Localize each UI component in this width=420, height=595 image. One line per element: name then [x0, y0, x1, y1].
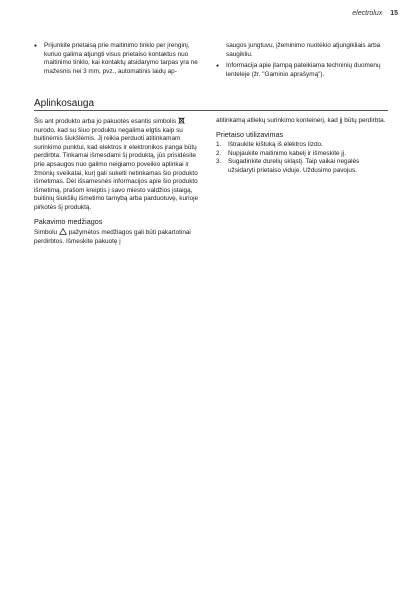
- step-text: Nupjaukite maitinimo kabelį ir išmeskite jį.: [228, 149, 346, 157]
- weee-text-a: Šis ant produkto arba jo pakuotės esantis simbolis: [34, 118, 177, 125]
- disposal-steps: [216, 141, 388, 175]
- continued-text: saugos jungtuvu, įžeminimo nuotėkio atjungikliais arba saugikliu.: [226, 42, 381, 58]
- crossed-bin-icon: [178, 117, 185, 124]
- step-number: 3.: [216, 158, 222, 166]
- packaging-text-a: Simbolu: [34, 229, 58, 237]
- packaging-paragraph: [34, 228, 204, 246]
- page-header: [352, 10, 398, 17]
- step-number: 2.: [216, 149, 222, 157]
- list-item: ● Prijunkite prietaisą prie maitinimo tinklo per įrenginį, kuriuo galima atjungti visus prietaiso kontaktus nuo maitinimo tinklo, kai kontaktų atsidarymo tarpas yra ne mažesnis nei 3 mm, pvz., automatinis laidų ap-: [34, 42, 204, 76]
- weee-paragraph: [34, 117, 204, 213]
- packaging-paragraph-cont: atitinkamą atliekų surinkimo konteinerį, kad jį būtų perdirbta.: [216, 117, 386, 124]
- step-number: 1.: [216, 141, 222, 149]
- list-item: ● Informacija apie įtampą pateikiama techninių duomenų lentelėje (žr. "Gaminio aprašymą").: [216, 62, 388, 79]
- packaging-text-b: pažymėtos medžiagos gali būti pakartotinai perdirbtos. Išmeskite pakuotę į: [34, 229, 191, 245]
- weee-text-b: nurodo, kad su šiuo produktu negalima elgtis kaip su buitinėmis šiukšlėmis. Jį reikia perduoti atitinkamam surinkimo punktui, kad elektros ir elektronikos įranga būtų perdirbta. Tinkamai išmesdami šį produktą, jūs prisidėsite prie apsaugos nuo galimo neigiamo poveikio aplinkai ir žmonių sveikatai, kurį gali sukelti netinkamas šio produkto išmetimas. Dėl išsamesnės informacijos apie šio produkto išmetimą, prašom kreiptis į savo miesto valdžios įstaigą, buitinių šiukšlių išmetimo tarnybą arba parduotuvę, kurioje pirkotės šį produktą.: [34, 126, 199, 211]
- top-left-column: [34, 42, 204, 79]
- section-title: Aplinkosauga: [34, 98, 388, 111]
- environment-left-column: [34, 117, 204, 249]
- step-item: [216, 141, 388, 150]
- step-item: [216, 158, 388, 175]
- subheading-packaging: Pakavimo medžiagos: [34, 216, 103, 226]
- recycle-icon: [59, 228, 67, 235]
- environment-right-column: [216, 117, 388, 176]
- subheading-disposal: Prietaiso utilizavimas: [216, 129, 284, 139]
- page-number: 15: [390, 10, 398, 17]
- step-text: Sugadinkite durelių skląstį. Taip vaikai negalės užsidaryti prietaiso viduje. Uždusimo pavojus.: [228, 158, 360, 174]
- step-text: Ištraukite kištuką iš elektros lizdo.: [228, 141, 323, 149]
- top-right-column: [216, 42, 388, 82]
- step-item: [216, 150, 388, 159]
- brand-name: electrolux: [352, 10, 383, 17]
